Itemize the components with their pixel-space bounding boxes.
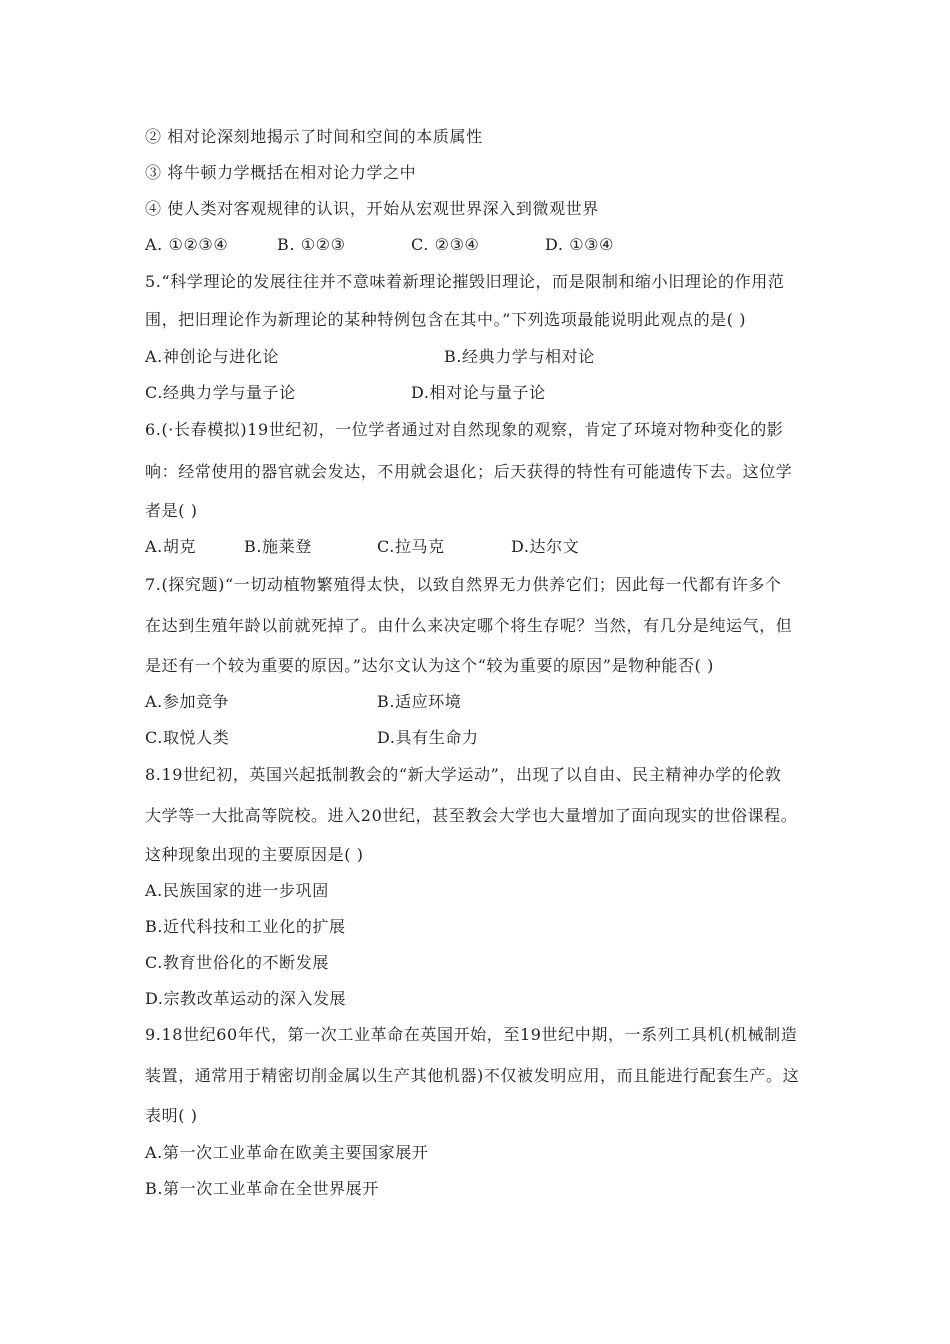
q4-item-4: ④ 使人类对客观规律的认识，开始从宏观世界深入到微观世界 [145, 199, 599, 218]
q5-stem-line-2: 围，把旧理论作为新理论的某种特例包含在其中。”下列选项最能说明此观点的是( ) [145, 310, 747, 329]
q5-option-d: D.相对论与量子论 [411, 383, 546, 402]
q4-option-b: B. ①②③ [277, 235, 346, 254]
q4-item-3: ③ 将牛顿力学概括在相对论力学之中 [145, 163, 417, 182]
q4-option-a: A. ①②③④ [145, 235, 229, 254]
q7-stem-line-3: 是还有一个较为重要的原因。”达尔文认为这个“较为重要的原因”是物种能否( ) [145, 656, 714, 675]
q6-option-b: B.施莱登 [244, 537, 312, 556]
q4-option-c: C. ②③④ [411, 235, 480, 254]
q5-option-b: B.经典力学与相对论 [444, 347, 595, 366]
q5-stem-line-1: 5.“科学理论的发展往往并不意味着新理论摧毁旧理论，而是限制和缩小旧理论的作用范 [145, 272, 785, 291]
q6-option-d: D.达尔文 [511, 537, 580, 556]
q7-stem-line-1: 7.(探究题)“一切动植物繁殖得太快，以致自然界无力供养它们；因此每一代都有许多个 [145, 575, 782, 594]
q8-stem-line-1: 8.19世纪初，英国兴起抵制教会的“新大学运动”，出现了以自由、民主精神办学的伦敦 [145, 765, 782, 784]
q4-item-2: ② 相对论深刻地揭示了时间和空间的本质属性 [145, 127, 483, 146]
q8-option-a: A.民族国家的进一步巩固 [145, 881, 329, 900]
q5-option-a: A.神创论与进化论 [145, 347, 280, 366]
q6-stem-line-3: 者是( ) [145, 501, 198, 520]
q9-stem-line-3: 表明( ) [145, 1106, 198, 1125]
q9-option-b: B.第一次工业革命在全世界展开 [145, 1179, 379, 1198]
q7-option-d: D.具有生命力 [377, 728, 479, 747]
q9-stem-line-1: 9.18世纪60年代，第一次工业革命在英国开始，至19世纪中期，一系列工具机(机械制造 [145, 1025, 798, 1044]
q7-stem-line-2: 在达到生殖年龄以前就死掉了。由什么来决定哪个将生存呢？当然，有几分是纯运气，但 [145, 616, 793, 635]
q8-option-d: D.宗教改革运动的深入发展 [145, 989, 347, 1008]
q6-stem-line-1: 6.(·长春模拟)19世纪初，一位学者通过对自然现象的观察，肯定了环境对物种变化的影 [145, 420, 784, 439]
q7-option-c: C.取悦人类 [145, 728, 230, 747]
q8-stem-line-3: 这种现象出现的主要原因是( ) [145, 845, 364, 864]
q8-option-b: B.近代科技和工业化的扩展 [145, 917, 346, 936]
q8-option-c: C.教育世俗化的不断发展 [145, 953, 329, 972]
q5-option-c: C.经典力学与量子论 [145, 383, 296, 402]
q6-stem-line-2: 响：经常使用的器官就会发达，不用就会退化；后天获得的特性有可能遗传下去。这位学 [145, 462, 793, 481]
q7-option-a: A.参加竞争 [145, 692, 230, 711]
q6-option-a: A.胡克 [145, 537, 197, 556]
q9-stem-line-2: 装置，通常用于精密切削金属以生产其他机器)不仅被发明应用，而且能进行配套生产。这 [145, 1066, 800, 1085]
q9-option-a: A.第一次工业革命在欧美主要国家展开 [145, 1143, 429, 1162]
q4-option-d: D. ①③④ [545, 235, 615, 254]
q6-option-c: C.拉马克 [377, 537, 445, 556]
q7-option-b: B.适应环境 [377, 692, 462, 711]
q8-stem-line-2: 大学等一大批高等院校。进入20世纪，甚至教会大学也大量增加了面向现实的世俗课程。 [145, 806, 798, 825]
